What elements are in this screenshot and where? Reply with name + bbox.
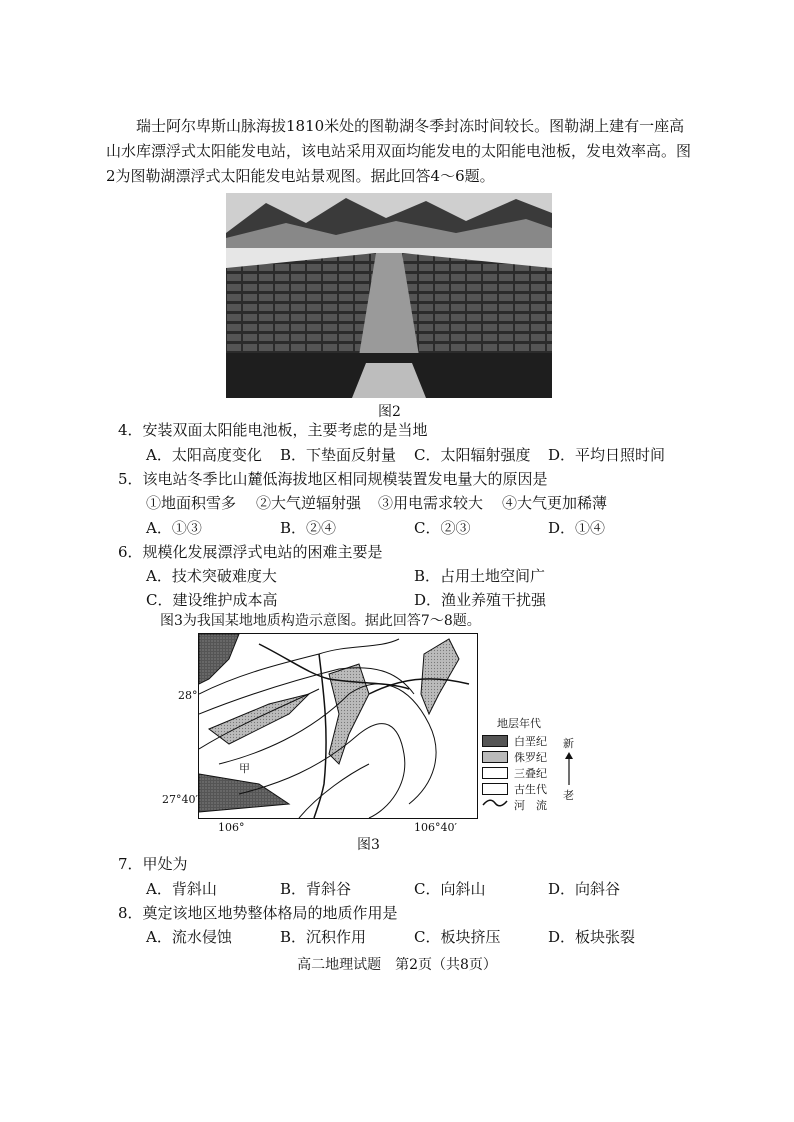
- question-4-stem: 4．安装双面太阳能电池板，主要考虑的是当地: [118, 421, 428, 439]
- q5-option-a[interactable]: A．①③: [146, 519, 202, 537]
- q5-item-3: ③用电需求较大: [378, 494, 484, 512]
- q8-option-a[interactable]: A．流水侵蚀: [146, 928, 232, 946]
- q7-option-b[interactable]: B．背斜谷: [280, 880, 352, 898]
- q8-option-b[interactable]: B．沉积作用: [280, 928, 367, 946]
- label-jia: 甲: [239, 762, 250, 775]
- q6-option-b[interactable]: B．占用土地空间广: [414, 567, 546, 585]
- legend-cretaceous: 白垩纪: [514, 735, 547, 748]
- q5-option-d[interactable]: D．①④: [548, 519, 606, 537]
- question-6-stem: 6．规模化发展漂浮式电站的困难主要是: [118, 543, 383, 561]
- legend-triassic: 三叠纪: [514, 767, 547, 780]
- figure-2-photo: [226, 193, 552, 398]
- q4-option-b[interactable]: B．下垫面反射量: [280, 446, 397, 464]
- q5-option-c[interactable]: C．②③: [414, 519, 471, 537]
- q4-option-d[interactable]: D．平均日照时间: [548, 446, 666, 464]
- legend-swatch-triassic: [482, 767, 508, 779]
- lat-bottom-label: 27°40′: [162, 793, 198, 806]
- q4-option-a[interactable]: A．太阳高度变化: [146, 446, 262, 464]
- lat-top-label: 28°: [178, 689, 198, 702]
- figure-3-caption: 图3: [357, 837, 380, 853]
- age-arrow-icon: [564, 752, 574, 786]
- intro-paragraph: 瑞士阿尔卑斯山脉海拔1810米处的图勒湖冬季封冻时间较长。图勒湖上建有一座高山水库漂浮式太阳能发电站，该电站采用双面均能发电的太阳能电池板，发电效率高。图2为图勒湖漂浮式太阳能发电站景观图。据此回答4～6题。: [106, 117, 692, 185]
- figure-3-map: [198, 633, 478, 819]
- q6-option-d[interactable]: D．渔业养殖干扰强: [414, 591, 547, 609]
- figure-2-caption: 图2: [378, 404, 401, 420]
- geology-map: [199, 634, 477, 818]
- q8-option-d[interactable]: D．板块张裂: [548, 928, 636, 946]
- arrow-old-label: 老: [563, 789, 574, 802]
- q5-item-1: ①地面积雪多: [146, 494, 237, 512]
- legend-title: 地层年代: [497, 717, 541, 730]
- legend-swatch-cretaceous: [482, 735, 508, 747]
- arrow-new-label: 新: [563, 737, 574, 750]
- question-5-stem: 5．该电站冬季比山麓低海拔地区相同规模装置发电量大的原因是: [118, 470, 548, 488]
- legend-swatch-paleozoic: [482, 783, 508, 795]
- q6-option-c[interactable]: C．建设维护成本高: [146, 591, 278, 609]
- legend-river-icon: [482, 797, 508, 809]
- legend-jurassic: 侏罗纪: [514, 751, 547, 764]
- q5-item-2: ②大气逆辐射强: [256, 494, 362, 512]
- q8-option-c[interactable]: C．板块挤压: [414, 928, 501, 946]
- q4-option-c[interactable]: C．太阳辐射强度: [414, 446, 531, 464]
- q7-option-a[interactable]: A．背斜山: [146, 880, 217, 898]
- legend-swatch-jurassic: [482, 751, 508, 763]
- solar-station-image: [226, 193, 552, 398]
- q7-option-d[interactable]: D．向斜谷: [548, 880, 621, 898]
- q5-item-4: ④大气更加稀薄: [502, 494, 608, 512]
- question-7-stem: 7．甲处为: [118, 855, 188, 873]
- q6-option-a[interactable]: A．技术突破难度大: [146, 567, 277, 585]
- q7-option-c[interactable]: C．向斜山: [414, 880, 486, 898]
- page-footer: 高二地理试题 第2页（共8页）: [297, 957, 497, 973]
- question-8-stem: 8．奠定该地区地势整体格局的地质作用是: [118, 904, 398, 922]
- legend-paleozoic: 古生代: [514, 783, 547, 796]
- lon-right-label: 106°40′: [414, 821, 457, 834]
- legend-river: 河 流: [514, 799, 547, 812]
- lon-left-label: 106°: [218, 821, 245, 834]
- q5-option-b[interactable]: B．②④: [280, 519, 337, 537]
- figure-3-intro: 图3为我国某地地质构造示意图。据此回答7～8题。: [160, 613, 481, 629]
